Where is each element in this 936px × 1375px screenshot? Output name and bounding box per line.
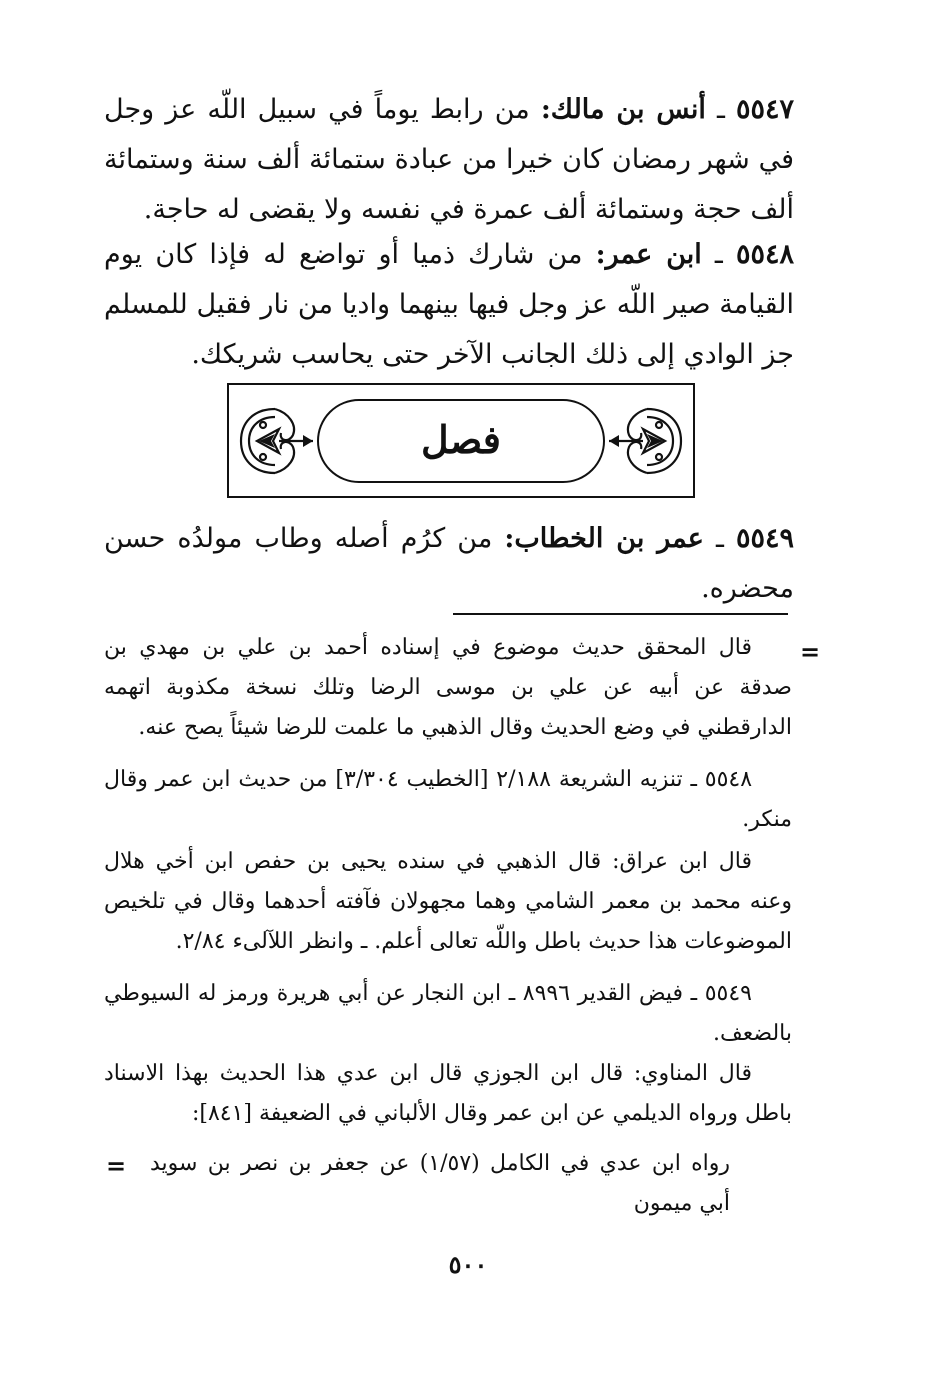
entry-separator: ـ	[705, 94, 736, 125]
hadith-text: من رابط يوماً في سبيل اللّه عز وجل في شهر رمضان كان خيرا من عبادة ستمائة ألف سنة وستمائة ألف حجة وستمائة ألف عمرة في نفسه ولا يقضى له حاجة.	[104, 94, 794, 225]
entry-separator: ـ	[703, 523, 736, 554]
entry-separator: ـ	[701, 239, 736, 270]
footnote-paragraph: ٥٥٤٨ ـ تنزيه الشريعة ٢/١٨٨ [الخطيب ٣/٣٠٤] من حديث ابن عمر وقال منكر.	[104, 767, 792, 832]
narrator-name: عمر بن الخطاب:	[504, 523, 704, 554]
continuation-mark: =	[800, 637, 821, 666]
entry-number: ٥٥٤٩	[736, 523, 795, 554]
section-title-cartouche	[317, 399, 605, 483]
footnote-paragraph: قال ابن عراق: قال الذهبي في سنده يحيى بن حفص ابن أخي هلال وعنه محمد بن معمر الشامي وهما مجهولان فآفته أحدهما وقال في تلخيص الموضوعات هذا حديث باطل واللّه تعالى أعلم. ـ وانظر اللآلىء ٢/٨٤.	[104, 849, 792, 954]
footnote-paragraph: قال المناوي: قال ابن الجوزي قال ابن عدي هذا الحديث بهذا الاسناد باطل ورواه الديلمي عن ابن عمر وقال الألباني في الضعيفة [٨٤١]:	[104, 1061, 792, 1126]
entry-number: ٥٥٤٧	[735, 94, 794, 125]
hadith-text: من كرُم أصله وطاب مولدُه حسن محضره.	[104, 523, 794, 604]
section-heading-frame	[227, 383, 695, 498]
footnote-paragraph: رواه ابن عدي في الكامل (١/٥٧) عن جعفر بن نصر بن سويد أبي ميمون	[150, 1151, 730, 1216]
narrator-name: أنس بن مالك:	[540, 94, 706, 125]
hadith-entry-5549	[104, 514, 794, 614]
arabesque-ornament-icon	[605, 399, 689, 483]
hadith-entry-5548	[104, 230, 794, 380]
arabesque-ornament-icon	[233, 399, 317, 483]
page-number: ٥٠٠	[448, 1250, 488, 1279]
footnote-paragraph: قال المحقق حديث موضوع في إسناده أحمد بن علي بن مهدي بن صدقة عن أبيه عن علي بن موسى الرضا وتلك نسخة مكذوبة اتهمه الدارقطني في وضع الحديث وقال الذهبي ما علمت للرضا شيئاً يصح عنه.	[104, 635, 792, 740]
hadith-text: من شارك ذميا أو تواضع له فإذا كان يوم القيامة صير اللّه عز وجل فيها بينهما واديا من نار فقيل للمسلم جز الوادي إلى ذلك الجانب الآخر حتى يحاسب شريكك.	[104, 239, 794, 370]
hadith-entry-5547	[104, 85, 794, 235]
section-title: فصل	[421, 417, 501, 462]
continuation-mark: =	[106, 1151, 127, 1180]
narrator-name: ابن عمر:	[595, 239, 702, 270]
entry-number: ٥٥٤٨	[735, 239, 794, 270]
footnote-divider	[453, 613, 788, 615]
footnote-paragraph: ٥٥٤٩ ـ فيض القدير ٨٩٩٦ ـ ابن النجار عن أبي هريرة ورمز له السيوطي بالضعف.	[104, 981, 792, 1046]
